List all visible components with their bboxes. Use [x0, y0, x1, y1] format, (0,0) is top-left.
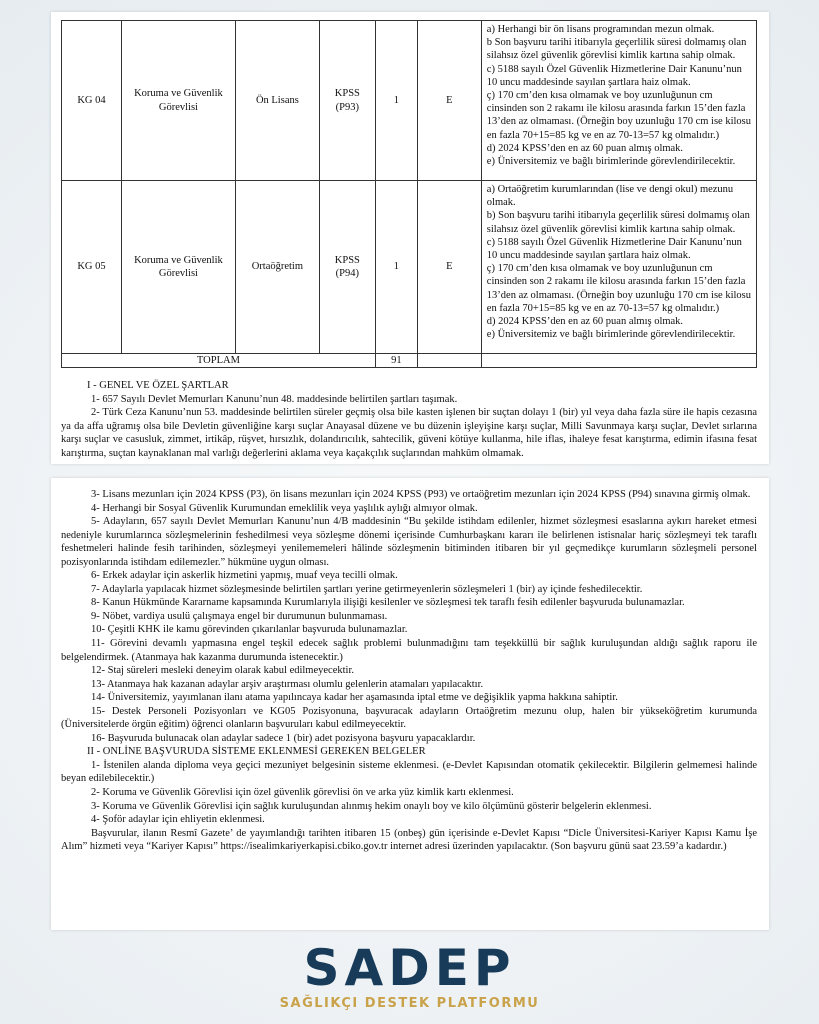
- paragraph: 4- Şoför adaylar için ehliyetin eklenmesi.: [91, 814, 265, 826]
- requirement-line: a) Herhangi bir ön lisans programından mezun olmak.: [486, 24, 715, 35]
- requirement-line: ç) 170 cm’den kısa olmamak ve boy uzunluğunun cm: [486, 263, 713, 275]
- position-gender: E: [417, 21, 481, 181]
- paragraph: 14- Üniversitemiz, yayımlanan ilanı atama yapılıncaya kadar her aşamasında iptal etme ve değişiklik yapma hakkına sahiptir.: [91, 692, 618, 704]
- section-general-conditions-continued: [61, 488, 757, 854]
- position-gender: E: [417, 181, 481, 354]
- paragraph: 1- İstenilen alanda diploma veya geçici mezuniyet belgesinin sisteme eklenmesi. (e-Devlet Kapısından otomatik çekilecektir. Bilgilerin gelmemesi halinde beyan edilebilecektir.): [61, 759, 757, 785]
- position-education: Ortaöğretim: [235, 181, 319, 354]
- paragraph: 7- Adaylarla yapılacak hizmet sözleşmesinde belirtilen şartları yerine getirmeyenlerin sözleşmeleri 1 (bir) ay içinde feshedilecektir.: [91, 583, 643, 595]
- position-requirements: [481, 181, 756, 354]
- paragraph: 3- Koruma ve Güvenlik Görevlisi için sağlık kuruluşundan alınmış hekim onaylı boy ve kilo ölçümünü gösterir belgelerin eklenmesi.: [91, 800, 652, 812]
- requirement-line: 10 uncu maddesinde sayılan şartlara haiz olmak.: [486, 250, 691, 262]
- requirement-line: c) 5188 sayılı Özel Güvenlik Hizmetlerine Dair Kanunu’nun: [486, 63, 742, 75]
- paragraph: 11- Görevini devamlı yapmasına engel teşkil edecek sağlık problemi bulunmadığını tam teşekküllü bir sağlık kuruluşundan aldığı sağlık raporu ile belgelendirmek. (Atanmaya hak kazanma durumunda istenecektir.): [61, 638, 757, 663]
- position-kpss: KPSS (P94): [319, 181, 375, 354]
- section-heading: I - GENEL VE ÖZEL ŞARTLAR: [87, 380, 229, 391]
- requirement-line: 13’den az olmaması. (Örneğin boy uzunluğu 170 cm ise kilosu: [486, 116, 751, 128]
- requirement-line: silahsız özel güvenlik görevlisi kimlik kartına sahip olmak.: [486, 223, 736, 235]
- requirement-line: b Son başvuru tarihi itibarıyla geçerlilik süresi dolmamış olan: [486, 37, 747, 49]
- paragraph: 2- Koruma ve Güvenlik Görevlisi için özel güvenlik görevlisi ön ve arka yüz kimlik kartı eklenmesi.: [91, 787, 514, 799]
- requirement-line: e) Üniversitemiz ve bağlı birimlerinde görevlendirilecektir.: [486, 156, 736, 168]
- requirement-line: d) 2024 KPSS’den en az 60 puan almış olmak.: [486, 142, 684, 154]
- document-page-1: [51, 12, 769, 464]
- requirement-line: silahsız özel güvenlik görevlisi kimlik kartına sahip olmak.: [486, 50, 736, 62]
- requirement-line: 10 uncu maddesinde sayılan şartlara haiz olmak.: [486, 76, 691, 88]
- paragraph: 5- Adayların, 657 sayılı Devlet Memurları Kanunu’nun 4/B maddesinin “Bu şekilde istihdam edilenler, hizmet sözleşmesi esaslarına aykırı hareket etmesi nedeniyle kurumlarınca sözleşmelerinin feshedilmesi veya sözleşme dönemi içerisinde Cumhurbaşkanı kararı ile belirlenen istisnalar hariç sözleşmeyi tek taraflı feshetmeleri halinde fesih tarihinden, sözleşmeyi yenilememeleri hâlinde sözleşmenin bitiminden itibaren bir yıl geçmedikçe kurumların sözleşmeli personel pozisyonlarında istihdam edilemezler.” hükmüne uygun olması.: [61, 516, 757, 568]
- requirement-line: c) 5188 sayılı Özel Güvenlik Hizmetlerine Dair Kanunu’nun: [486, 236, 742, 248]
- requirement-line: ç) 170 cm’den kısa olmamak ve boy uzunluğunun cm: [486, 90, 713, 102]
- brand-name: SADEP: [303, 939, 516, 997]
- position-title: Koruma ve Güvenlik Görevlisi: [121, 181, 235, 354]
- document-page-2: [51, 478, 769, 930]
- position-count: 1: [375, 21, 417, 181]
- requirement-line: olmak.: [486, 197, 516, 209]
- paragraph: 10- Çeşitli KHK ile kamu görevinden çıkarılanlar başvuruda bulunamazlar.: [91, 624, 408, 636]
- paragraph: 8- Kanun Hükmünde Kararname kapsamında Kurumlarıyla ilişiği kesilenler ve sözleşmesi tek taraflı fesih edilenler başvuruda bulunamazlar.: [91, 597, 685, 609]
- position-requirements: [481, 21, 756, 181]
- total-value: 91: [375, 354, 417, 368]
- position-code: KG 05: [62, 181, 122, 354]
- position-code: KG 04: [62, 21, 122, 181]
- position-title: Koruma ve Güvenlik Görevlisi: [121, 21, 235, 181]
- brand-tagline: SAĞLIKÇI DESTEK PLATFORMU: [279, 996, 540, 1011]
- requirement-line: en fazla 70+15=85 kg ve en az 70-13=57 kg olmalıdır.): [486, 129, 720, 141]
- paragraph: 9- Nöbet, vardiya usulü çalışmaya engel bir durumunun bulunmaması.: [91, 610, 388, 622]
- paragraph: 12- Staj süreleri mesleki deneyim olarak kabul edilmeyecektir.: [91, 665, 354, 677]
- section-heading: II - ONLİNE BAŞVURUDA SİSTEME EKLENMESİ GEREKEN BELGELER: [87, 746, 426, 758]
- requirement-line: en fazla 70+15=85 kg ve en az 70-13=57 kg olmalıdır.): [486, 302, 720, 314]
- paragraph: 15- Destek Personeli Pozisyonları ve KG05 Pozisyonuna, başvuracak adayların Ortaöğretim mezunu olup, halen bir yükseköğretim kurumunda (Üniversitelerde örgün eğitim) öğrenci olanların başvuruları kabul edilmeyecektir.: [61, 705, 757, 731]
- requirement-line: e) Üniversitemiz ve bağlı birimlerinde görevlendirilecektir.: [486, 329, 736, 341]
- requirement-line: a) Ortaöğretim kurumlarından (lise ve dengi okul) mezunu: [486, 184, 734, 195]
- paragraph: 13- Atanmaya hak kazanan adaylar arşiv araştırması olumlu gelenlerin atamaları yapılacaktır.: [91, 678, 484, 690]
- total-label: TOPLAM: [62, 354, 376, 368]
- requirement-line: 13’den az olmaması. (Örneğin boy uzunluğu 170 cm ise kilosu: [486, 289, 751, 301]
- requirement-line: d) 2024 KPSS’den en az 60 puan almış olmak.: [486, 316, 684, 328]
- requirement-line: cinsinden son 2 rakamı ile kilosu arasında farkın 15’den fazla: [486, 276, 746, 288]
- table-row: [62, 21, 757, 181]
- paragraph: 16- Başvuruda bulunacak olan adaylar sadece 1 (bir) adet pozisyona başvuru yapacaklardır.: [91, 732, 476, 744]
- paragraph: 2- Türk Ceza Kanunu’nun 53. maddesinde belirtilen süreler geçmiş olsa bile kasten işlenen bir suçtan dolayı 1 (bir) yıl veya daha fazla süre ile hapis cezasına ya da affa uğramış olsa bile Devletin güvenliğine karşı suçlar Anayasal düzene ve bu düzenin işleyişine karşı suçlar, Milli Savunmaya karşı suçlar, Devlet sırlarına karşı suçlar ve casusluk, zimmet, irtikâp, rüşvet, hırsızlık, dolandırıcılık, sahtecilik, güveni kötüye kullanma, hile iflas, ihaleye fesat karıştırma, edimin ifasına fesat karıştırma, suçtan kaynaklanan mal varlığı değerlerini aklama veya kaçakçılık suçlarından mahkûm olmamak.: [61, 407, 757, 459]
- position-count: 1: [375, 181, 417, 354]
- section-general-conditions: [61, 379, 757, 461]
- position-education: Ön Lisans: [235, 21, 319, 181]
- paragraph-closing: Başvurular, ilanın Resmî Gazete’ de yayımlandığı tarihten itibaren 15 (onbeş) gün içerisinde e-Devlet Kapısı “Dicle Üniversitesi-Kariyer Kapısı Kamu İşe Alım” hizmeti veya “Kariyer Kapısı” https://isealimkariyerkapisi.cbiko.gov.tr internet adresi üzerinden yapılacaktır. (Son başvuru günü saat 23.59’a kadardır.): [61, 827, 757, 853]
- positions-table: [61, 20, 757, 368]
- requirement-line: cinsinden son 2 rakamı ile kilosu arasında farkın 15’den fazla: [486, 103, 746, 115]
- table-row: [62, 181, 757, 354]
- paragraph: 3- Lisans mezunları için 2024 KPSS (P3), ön lisans mezunları için 2024 KPSS (P93) ve ortaöğretim mezunları için 2024 KPSS (P94) sınavına girmiş olmak.: [91, 489, 751, 500]
- paragraph: 4- Herhangi bir Sosyal Güvenlik Kurumundan emeklilik veya yaşlılık aylığı almıyor olmak.: [91, 502, 478, 514]
- brand-logo: [0, 940, 819, 1012]
- paragraph: 1- 657 Sayılı Devlet Memurları Kanunu’nun 48. maddesinde belirtilen şartları taşımak.: [91, 393, 458, 405]
- requirement-line: b) Son başvuru tarihi itibarıyla geçerlilik süresi dolmamış olan: [486, 210, 750, 222]
- table-row-total: [62, 354, 757, 368]
- position-kpss: KPSS (P93): [319, 21, 375, 181]
- paragraph: 6- Erkek adaylar için askerlik hizmetini yapmış, muaf veya tecilli olmak.: [91, 570, 398, 582]
